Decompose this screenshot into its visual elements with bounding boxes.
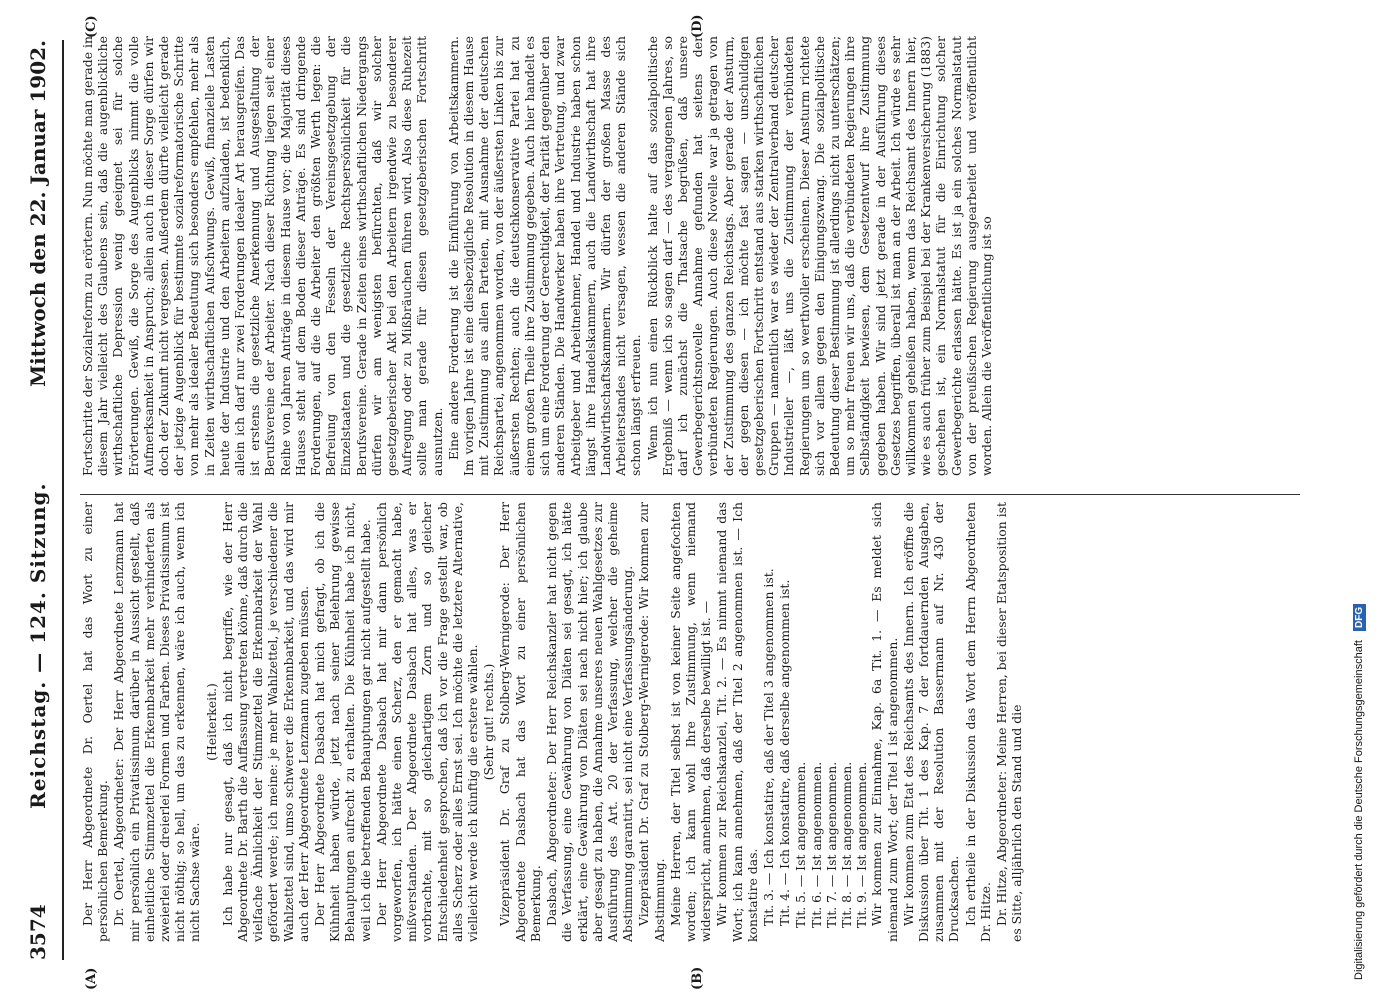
list-item: Tit. 5. — Ist angenommen. — [793, 761, 809, 928]
paragraph: Eine andere Forderung ist die Einführung von Arbeitskammern. Im vorigen Jahre ist eine diesbezügliche Resolution in diesem Hause mit Zustimmung aus allen Parteien, mit Ausnahme der deutschen Reichspartei, angenommen worden, von der äußersten Linken bis zur äußersten Rechten; auch die deutschkonservative Partei hat zu einem großen Theile ihre Zustimmung gegeben. Auch hier handelt es sich um eine Forderung der Gerechtigkeit, der Parität gegenüber den anderen Ständen. Die Handwerker haben ihre Vertretung, und zwar Arbeitgeber und Arbeitnehmer, Handel und Industrie haben schon längst ihre Handelskammern, auch die Landwirthschaft hat ihre Landwirthschaftskammern. Wir dürfen der großen Masse des Arbeiterstandes nicht versagen, wessen die anderen Stände sich schon längst erfreuen. — [445, 36, 644, 476]
title-vote-list — [793, 502, 869, 942]
paragraph: Ich ertheile in der Diskussion das Wort dem Herrn Abgeordneten Dr. Hitze. — [962, 502, 993, 942]
digitization-credit — [1353, 0, 1375, 1000]
paragraph: Dr. Oertel, Abgeordneter: Der Herr Abgeordnete Lenzmann hat mir persönlich ein Privatissimum darüber in Aussicht gestellt, daß einheitliche Stimmzettel die Erkennbarkeit mehr verhinderten als zweierlei oder dreierlei Formen und Farben. Dieses Privatissimum ist nicht nöthig; so hell, um das zu erkennen, wäre ich auch, wenn ich nicht Sachse wäre. — [111, 502, 203, 942]
column-divider — [80, 494, 1300, 495]
session-date: Mittwoch den 22. Januar 1902. — [26, 40, 50, 388]
paragraph: Der Herr Abgeordnete Dr. Oertel hat das Wort zu einer persönlichen Bemerkung. — [80, 502, 111, 942]
paragraph: Tit. 4. — Ich konstatire, daß derselbe angenommen ist. — [777, 579, 793, 926]
paragraph: Fortschritte der Sozialreform zu erörtern. Nun möchte man gerade in diesem Jahr vielleicht des Glaubens sein, daß die augenblickliche wirthschaftliche Depression wenig geeignet sei für solche Erörterungen. Gewiß, die Sorge des Augenblicks nimmt die volle Aufmerksamkeit in Anspruch; allein auch in dieser Sorge dürfen wir doch der Zukunft nicht vergessen. Außerdem dürfte vielleicht gerade der jetzige Augenblick für bestimmte sozialreformatorische Schritte von mehr als idealer Bedeutung sich besonders empfehlen, mehr als in Zeiten wirthschaftlichen Aufschwungs. Gewiß, finanzielle Lasten heute der Industrie und den Arbeitern aufzuladen, ist bedenklich, allein ich darf nur zwei Forderungen idealer Art herausgreifen. Das ist erstens die gesetzliche Anerkennung und Ausgestaltung der Berufsvereine der Arbeiter. Nach dieser Richtung liegen seit einer Reihe von Jahren Anträge in diesem Hause vor; die Majorität dieses Hauses steht auf dem Boden dieser Anträge. Es sind dringende Forderungen, auf die die Arbeiter den größten Werth legen: die Befreiung von den Fesseln der Vereinsgesetzgebung der Einzelstaaten und die gesetzliche Rechtspersönlichkeit für die Berufsvereine. Gerade in Zeiten eines wirthschaftlichen Niedergangs dürfen wir am wenigsten befürchten, daß wir solcher gesetzgeberischer Akt bei den Arbeitern irgendwie zu besonderer Aufregung oder zu Mißbräuchen führen wird. Also diese Ruhezeit sollte man gerade für diesen gesetzgeberischen Fortschritt ausnutzen. — [80, 36, 445, 476]
list-item: Tit. 8. — Ist angenommen. — [838, 761, 854, 928]
session-title: Reichstag. — 124. Sitzung. — [26, 482, 50, 809]
margin-marker-c: (C) — [84, 15, 99, 38]
paragraph: Wir kommen zur Reichskanzlei, Tit. 2. — Es nimmt niemand das Wort; ich kann annehmen, daß der Titel 2 angenommen ist. — Ich konstatire das. — [714, 502, 760, 942]
paragraph: Wir kommen zum Etat des Reichsamts des Innern. Ich eröffne die Diskussion über Tit. 1 des Kap. 7 der fortdauernden Ausgaben, zusammen mit der Resolution Bassermann auf Nr. 430 der Drucksachen. — [900, 502, 962, 942]
paragraph: Der Herr Abgeordnete Dasbach hat mich gefragt, ob ich die Kühnheit haben würde, jetzt nach seiner Belehrung gewisse Behauptungen aufrecht zu erhalten. Die Kühnheit habe ich nicht, weil ich die betreffenden Behauptungen gar nicht aufgestellt habe. — [312, 502, 373, 942]
margin-marker-d: (D) — [690, 14, 705, 38]
right-column — [80, 36, 1300, 476]
paragraph: Wir kommen zur Einnahme, Kap. 6a Tit. 1. — Es meldet sich niemand zum Wort; der Titel 1 ist angenommen. — [869, 502, 900, 942]
page-header — [14, 40, 64, 960]
left-column — [80, 502, 1300, 942]
margin-marker-b: (B) — [690, 966, 705, 990]
paragraph: Der Herr Abgeordnete Dasbach hat mir dann persönlich vorgeworfen, ich hätte einen Scherz, den er gemacht habe, mißverstanden. Der Abgeordnete Dasbach hat alles, was er vorbrachte, mit so gleichartigem Zorn und so gleicher Entschiedenheit gesprochen, daß ich vor die Frage gestellt war, ob alles Scherz oder alles Ernst sei. Ich möchte die letztere Alternative, vielleicht werde ich künftig die erstere wählen. — [373, 502, 481, 942]
margin-marker-a: (A) — [84, 967, 99, 990]
paragraph: Dr. Hitze, Abgeordneter: Meine Herren, bei dieser Etatsposition ist es Sitte, alljährlich den Stand und die — [993, 502, 1025, 942]
dfg-logo: DFG — [1353, 604, 1366, 631]
page-number: 3574 — [26, 904, 50, 960]
paragraph: Vizepräsident Dr. Graf zu Stolberg-Wernigerode: Der Herr Abgeordnete Dasbach hat das Wort zu einer persönlichen Bemerkung. — [497, 502, 543, 942]
interjection: (Sehr gut! rechts.) — [481, 663, 497, 781]
paragraph: Ich habe nur gesagt, daß ich nicht begriffe, wie der Herr Abgeordnete Dr. Barth die Auffassung vertreten könne, daß durch die vielfache Ähnlichkeit der Stimmzettel die Erkennbarkeit der Wahl gefördert werde; ich meine: je mehr Wahlzettel, je verschiedener die Wahlzettel sind, umso schwerer die Erkennbarkeit, und das wird mir auch der Herr Abgeordnete Lenzmann zugeben müssen. — [219, 502, 311, 942]
paragraph: Meine Herren, der Titel selbst ist von keiner Seite angefochten worden; ich kann wohl Ihre Zustimmung, wenn niemand widerspricht, annehmen, daß derselbe bewilligt ist. — — [667, 502, 714, 942]
paragraph: Wenn ich nun einen Rückblick halte auf das sozialpolitische Ergebniß — wenn ich so sagen darf — des vergangenen Jahres, so darf ich zunächst die Thatsache begrüßen, daß unsere Gewerbegerichtsnovelle Annahme gefunden hat seitens der verbündeten Regierungen. Auch diese Novelle war ja getragen von der Zustimmung des ganzen Reichstags. Aber gerade der Ansturm, der gegen diesen — ich möchte fast sagen — unschuldigen gesetzgeberischen Fortschritt entstand aus starken wirthschaftlichen Gruppen — namentlich war es wieder der Zentralverband deutscher Industrieller —, läßt uns die Zustimmung der verbündeten Regierungen um so werthvoller erscheinen. Dieser Ansturm richtete sich vor allem gegen den Einigungszwang. Die sozialpolitische Bedeutung dieser Bestimmung ist allerdings nicht zu unterschätzen; um so mehr freuen wir uns, daß die verbündeten Regierungen ihre Selbständigkeit bewiesen, dem Gesetzentwurf ihre Zustimmung gegeben haben. Wir sind jetzt gerade in der Ausführung dieses Gesetzes begriffen, überall ist man an der Arbeit. Ich würde es sehr willkommen geheißen haben, wenn das Reichsamt des Innern hier, wie es auch früher zum Beispiel bei der Krankenversicherung (1883) geschehen ist, ein Normalstatut für die Einrichtung solcher Gewerbegerichte erlassen hätte. Es ist ja ein solches Normalstatut von der preußischen Regierung ausgearbeitet und veröffentlicht worden. Allein die Veröffentlichung ist so — [644, 36, 994, 476]
paragraph: Dasbach, Abgeordneter: Der Herr Reichskanzler hat nicht gegen die Verfassung, eine Gewährung von Diäten sei gesagt, ich hätte erklärt, eine Gewährung von Diäten sei nach nicht hier; ich glaube aber gesagt zu haben, die Annahme unseres neuen Wahlgesetzes zur Ausführung des Art. 20 der Verfassung, welcher die geheime Abstimmung garantirt, sei nicht eine Verfassungsänderung. — [544, 502, 636, 942]
list-item: Tit. 6. — Ist angenommen. — [808, 761, 824, 928]
list-item: Tit. 9. — Ist angenommen. — [854, 761, 870, 928]
paragraph: Vizepräsident Dr. Graf zu Stolberg-Wernigerode: Wir kommen zur Abstimmung. — [636, 502, 667, 942]
list-item: Tit. 7. — Ist angenommen. — [823, 761, 839, 928]
credit-text: Digitalisierung gefördert durch die Deutsche Forschungsgemeinschaft — [1353, 640, 1365, 980]
interjection: (Heiterkeit.) — [203, 683, 219, 761]
paragraph: Tit. 3. — Ich konstatire, daß der Titel 3 angenommen ist. — [760, 568, 776, 926]
